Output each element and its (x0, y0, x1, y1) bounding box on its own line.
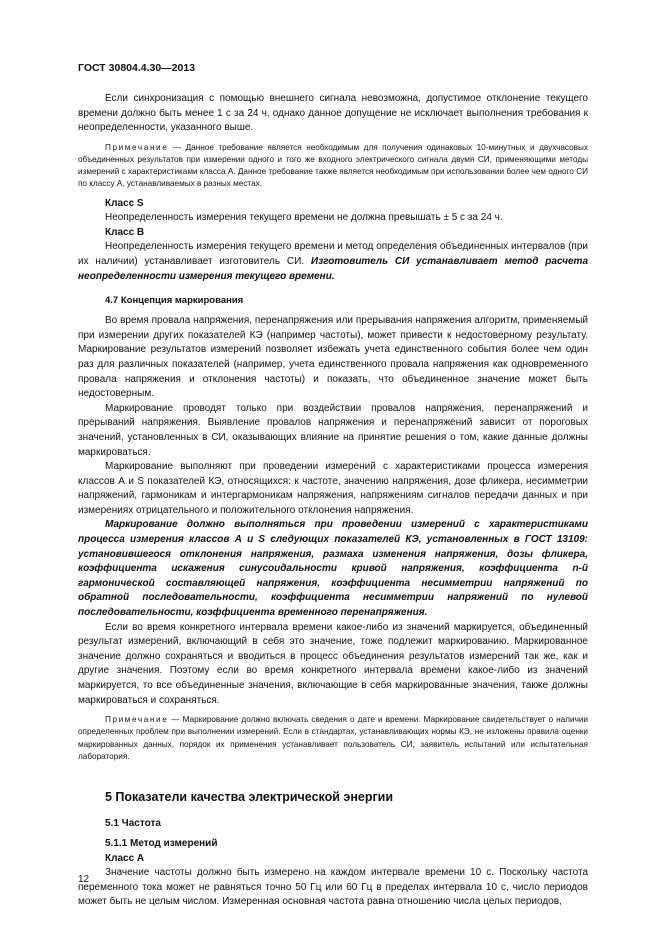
note-label: Примечание (105, 142, 169, 152)
class-b-plain: Неопределенность измерения текущего времени и метод определения объединенных интервалов (при их наличии) устанавливает изготовитель СИ. (78, 241, 588, 267)
paragraph-marking-gost: Маркирование должно выполняться при проведении измерений с характеристиками процесса измерения классов А и S следующих показателей КЭ, установленных в ГОСТ 13109: установившегося отклонения напряжения, размаха изменения напряжения, дозы фликера, коэффициента искажения синусоидальности кривой напряжения, коэффициента n-й гармонической составляющей напряжения, коэффициента несимметрии напряжений по обратной последовательности, коэффициента несимметрии напряжений по нулевой последовательности, коэффициента временного перенапряжения. (78, 519, 588, 619)
section-5-title: 5 Показатели качества электрической энергии (105, 790, 394, 804)
note-1 (78, 142, 588, 191)
note-label: Примечание (105, 715, 169, 725)
paragraph-frequency: Значение частоты должно быть измерено на каждом интервале времени 10 с. Поскольку частота переменного тока может не равняться точно 50 Гц или 60 Гц в пределах интервала 10 с, число периодов может быть не целым числом. Измеренная основная частота равна отношению числа целых периодов, (78, 867, 588, 908)
paragraph-marking-classes: Маркирование выполняют при проведении измерений с характеристиками процесса измерения классов А и S показателей КЭ, относящихся: к частоте, значению напряжения, дозе фликера, несимметрии напряжений, гармоникам и интергармоникам напряжения, напряжениям сигналов передачи данных и при измерениях отрицательного и положительного отклонения напряжения. (78, 461, 588, 516)
document-body (78, 92, 588, 910)
document-header: ГОСТ 30804.4.30—2013 (78, 62, 196, 74)
paragraph-marking-intro: Во время провала напряжения, перенапряжения или прерывания напряжения алгоритм, применяемый при измерении других показателей КЭ (например частоты), может привести к недостоверному результату. Маркирование результатов измерений позволяет избежать учета единственного события более чем один раз для различных показателей (например, учета единственного провала напряжения как одновременного провала напряжения и отклонения частоты) и показать, что объединенное значение может быть недостоверным. (78, 315, 588, 400)
class-b-title: Класс В (105, 226, 145, 238)
paragraph-sync: Если синхронизация с помощью внешнего сигнала невозможна, допустимое отклонение текущего времени должно быть менее 1 с за 24 ч, однако данное допущение не исключает выполнения требования к неопределенности, указанного выше. (78, 93, 588, 134)
section-4-7-title: 4.7 Концепция маркирования (105, 295, 244, 307)
paragraph-marking-aggregate: Если во время конкретного интервала времени какое-либо из значений маркируется, объединенный результат измерений, включающий в себя это значение, тоже подлежит маркированию. Маркированное значение должно сохраняться и вводиться в процесс объединения результатов измерений так же, как и другие значения. Поэтому если во время конкретного интервала времени какое-либо из значений маркируется, то все объединенные значения, включающие в себя маркированные значения, также должны маркироваться и сохраняться. (78, 621, 588, 706)
section-5-1-title: 5.1 Частота (105, 818, 161, 829)
class-s-text: Неопределенность измерения текущего времени не должна превышать ± 5 с за 24 ч. (105, 212, 503, 224)
class-b-emphasis: Изготовитель СИ устанавливает метод расчета неопределенности измерения текущего времени. (78, 255, 589, 282)
paragraph-marking-when: Маркирование проводят только при воздействии провалов напряжения, перенапряжений и прерываний напряжения. Выявление провалов напряжения и перенапряжений зависит от пороговых значений, установленных в СИ, оказывающих влияние на принятие решения о том, какие данные должны маркироваться. (78, 402, 588, 458)
class-s-title: Класс S (105, 197, 144, 209)
note-text: — Маркирование должно включать сведения о дате и времени. Маркирование свидетельствует о наличии определенных проблем при выполнении измерений. Если в стандартах, устанавливающих нормы КЭ, не изложены правила оценки маркированных данных, порядок их применения устанавливает пользователь СИ, заявитель испытаний или испытательная лаборатория. (78, 715, 588, 761)
class-b-text (78, 240, 588, 284)
page-number: 12 (78, 874, 90, 885)
class-a-title: Класс А (105, 852, 145, 864)
note-2 (78, 714, 588, 763)
section-5-1-1-title: 5.1.1 Метод измерений (105, 838, 218, 849)
note-text: — Данное требование является необходимым для получения одинаковых 10-минутных и двухчасовых объединенных результатов при измерении одного и того же входного электрического сигнала двумя СИ, применяющими методы измерений с характеристиками класса А. Данное требование также является необходимым при использовании более чем одного СИ по классу А, устанавливаемых в разных местах. (78, 142, 588, 189)
